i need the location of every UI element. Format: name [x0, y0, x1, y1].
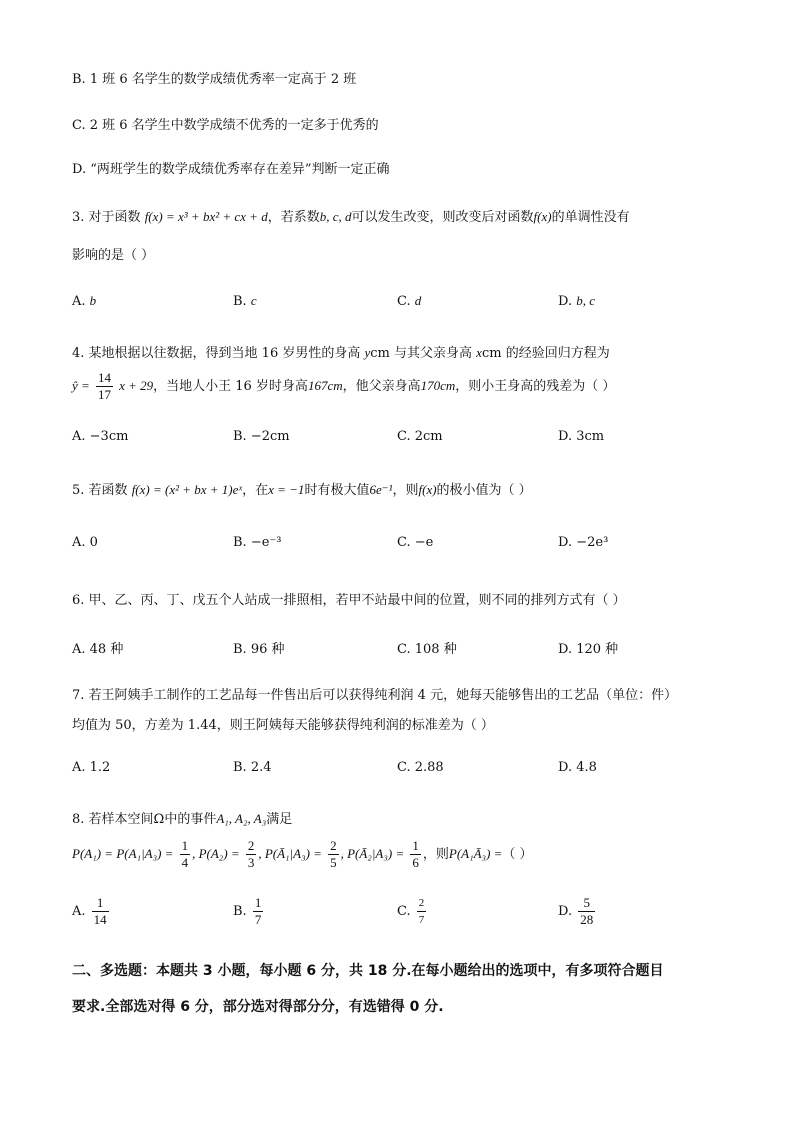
regression-slope-fraction: $\frac{14}{17}$	[97, 370, 111, 402]
section-2-heading-line2: 要求.全部选对得 6 分，部分选对得部分分，有选错得 0 分.	[72, 999, 444, 1015]
question-8-stem: 8. 若样本空间Ω中的事件A₁, A₂, A₃满足	[72, 811, 293, 827]
prev-option-c: C. 2 班 6 名学生中数学成绩不优秀的一定多于优秀的	[72, 118, 379, 133]
section-2-heading: 二、多选题：本题共 3 小题，每小题 6 分，共 18 分.在每小题给出的选项中，有多项符合题目	[72, 963, 664, 979]
q3-option-c: C. d	[397, 293, 422, 309]
q3-option-a: A. b	[72, 293, 97, 309]
q7-option-a: A. 1.2	[72, 760, 111, 775]
q4-option-a: A. −3cm	[72, 429, 129, 444]
prev-option-b: B. 1 班 6 名学生的数学成绩优秀率一定高于 2 班	[72, 72, 357, 87]
question-7-stem-line2: 均值为 50，方差为 1.44，则王阿姨每天能够获得纯利润的标准差为（ ）	[72, 718, 494, 733]
question-4-equation-line: ŷ = $\frac{14}{17}$ x + 29，当地人小王 16 岁时身高167cm，他父亲身高170cm，则小王身高的残差为（ ）	[72, 370, 616, 402]
q8-option-b: B. $\frac{1}{7}$	[233, 895, 262, 927]
fraction-two-thirds: $\frac{2}{3}$	[247, 838, 255, 870]
q3-option-d: D. b, c	[558, 293, 596, 309]
prev-option-d: D. “两班学生的数学成绩优秀率存在差异”判断一定正确	[72, 162, 390, 177]
question-4-stem: 4. 某地根据以往数据，得到当地 16 岁男性的身高 ycm 与其父亲身高 xcm 的经验回归方程为	[72, 345, 610, 361]
q6-option-d: D. 120 种	[558, 642, 619, 657]
q6-option-a: A. 48 种	[72, 642, 124, 657]
q4-option-b: B. −2cm	[233, 429, 290, 444]
q5-option-d: D. −2e³	[558, 535, 609, 550]
q5-option-a: A. 0	[72, 535, 98, 550]
q5-option-b: B. −e⁻³	[233, 535, 282, 550]
q8-option-d: D. $\frac{5}{28}$	[558, 895, 594, 927]
question-6-stem: 6. 甲、乙、丙、丁、戊五个人站成一排照相，若甲不站最中间的位置，则不同的排列方式有（ ）	[72, 593, 626, 608]
q6-option-c: C. 108 种	[397, 642, 457, 657]
q6-option-b: B. 96 种	[233, 642, 285, 657]
q8-option-c: C. $\frac{2}{7}$	[397, 897, 425, 926]
question-3-stem: 3. 对于函数 f(x) = x³ + bx² + cx + d，若系数b, c, d可以发生改变，则改变后对函数f(x)的单调性没有	[72, 209, 630, 225]
fraction-two-fifths: $\frac{2}{5}$	[330, 838, 337, 870]
question-7-stem: 7. 若王阿姨手工制作的工艺品每一件售出后可以获得纯利润 4 元，她每天能够售出的工艺品（单位：件）	[72, 688, 678, 703]
question-5-stem: 5. 若函数 f(x) = (x² + bx + 1)eˣ，在x = −1时有极大值6e⁻¹，则f(x)的极小值为（ ）	[72, 482, 532, 498]
q5-option-c: C. −e	[397, 535, 434, 550]
q7-option-b: B. 2.4	[233, 760, 272, 775]
q7-option-c: C. 2.88	[397, 760, 444, 775]
question-8-conditions: P(A₁) = P(A₁|A₃) = $\frac{1}{4}$ , P(A₂) = $\frac{2}{3}$ , P(Ā₁|A₃) = $\frac{2}{5}$ , P(Ā₂|A₃) = $\frac{1}{6}$ ，则P(A₁Ā₃) =（ ）	[72, 838, 533, 870]
q4-option-c: C. 2cm	[397, 429, 443, 444]
q4-option-d: D. 3cm	[558, 429, 605, 444]
question-3-stem-line2: 影响的是（ ）	[72, 248, 155, 263]
fraction-one-sixth: $\frac{1}{6}$	[412, 838, 419, 870]
q7-option-d: D. 4.8	[558, 760, 597, 775]
fraction-one-quarter: $\frac{1}{4}$	[181, 838, 189, 870]
q3-option-b: B. c	[233, 293, 257, 309]
q8-option-a: A. $\frac{1}{14}$	[72, 895, 107, 927]
